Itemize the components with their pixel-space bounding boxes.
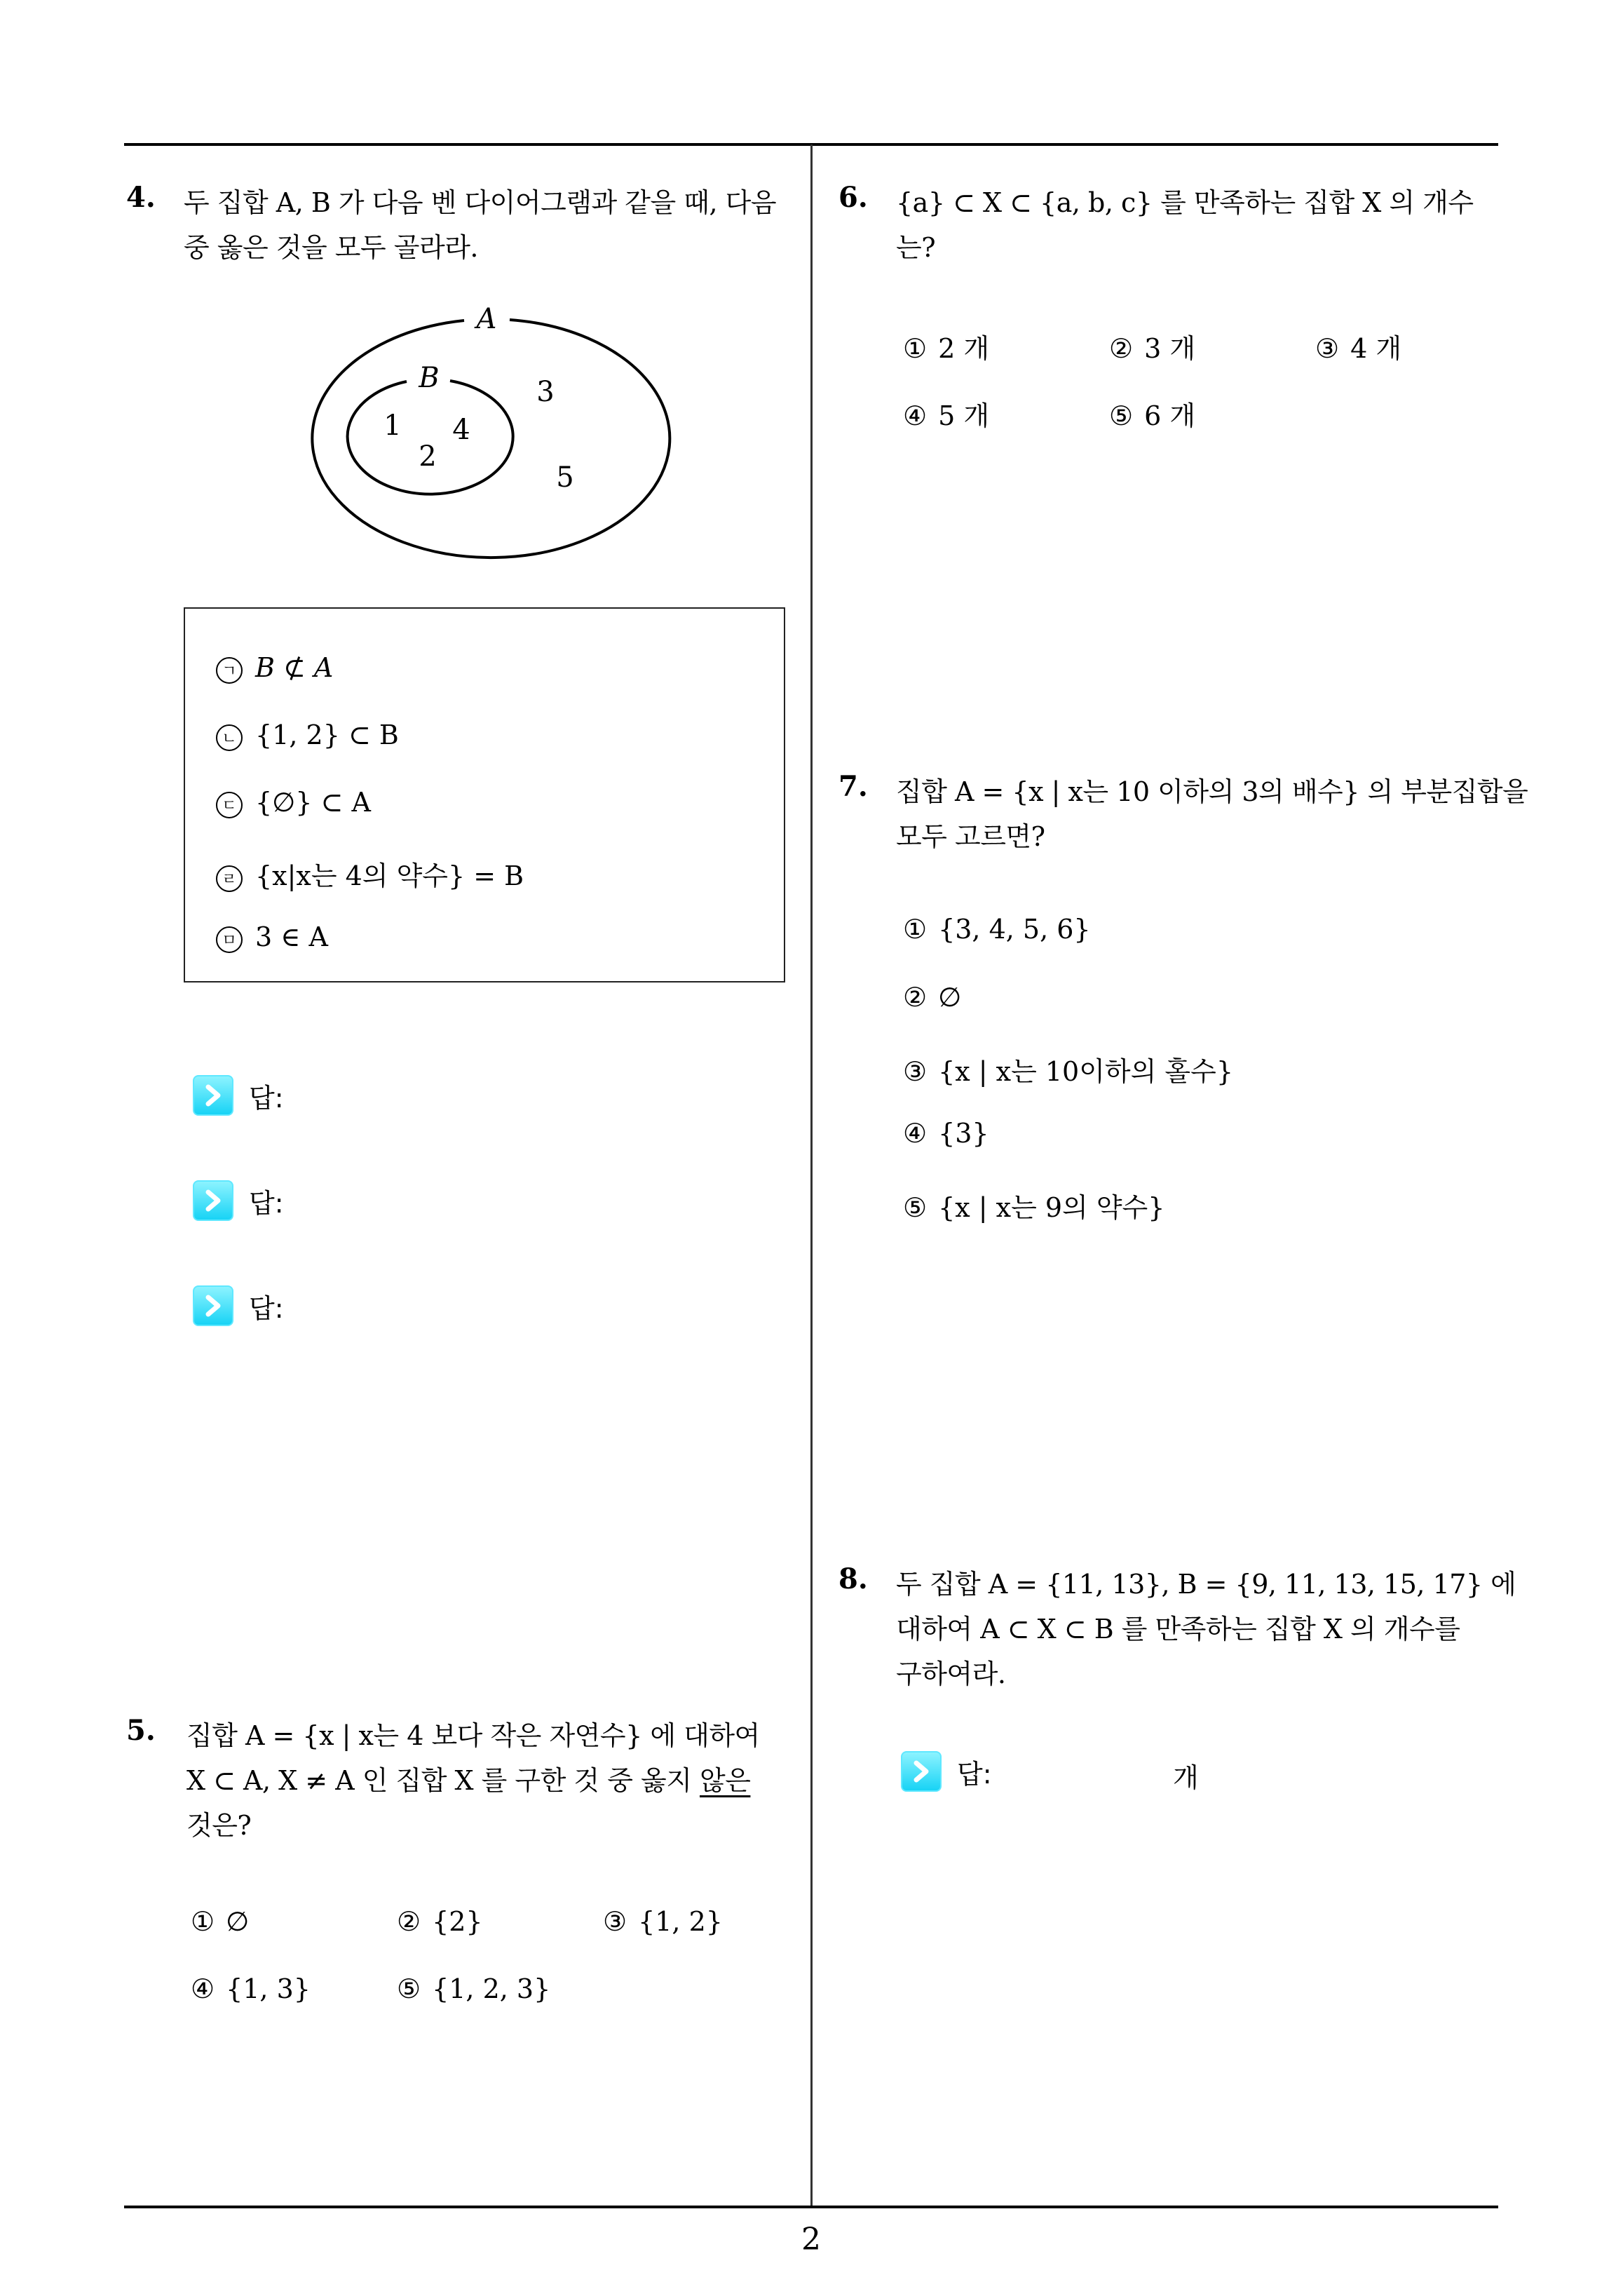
option-marker: ④ [903, 1118, 928, 1149]
statement-text: {1, 2} ⊂ B [255, 720, 399, 750]
option-marker: ③ [903, 1056, 928, 1087]
column-divider [810, 144, 813, 2208]
option-text: {2} [432, 1906, 483, 1937]
option-2[interactable] [397, 1906, 483, 1937]
option-5[interactable] [903, 1186, 1164, 1224]
statement-text: 3 ∈ A [255, 921, 328, 952]
option-marker: ① [191, 1906, 215, 1937]
option-marker: ② [1109, 333, 1134, 364]
question-number: 7. [838, 770, 868, 803]
option-1[interactable] [903, 914, 1091, 945]
question-text-line: 집합 A = {x | x는 10 이하의 3의 배수} 의 부분집합을 [896, 776, 1528, 807]
question-text-line: {a} ⊂ X ⊂ {a, b, c} 를 만족하는 집합 X 의 개수 [896, 187, 1474, 218]
option-marker: ④ [903, 400, 928, 431]
option-text: ∅ [938, 982, 962, 1013]
statement-text: {x|x는 4의 약수} = B [255, 860, 524, 891]
option-5[interactable] [397, 1973, 550, 2004]
statement-text: {∅} ⊂ A [255, 787, 371, 818]
option-marker: ③ [1315, 333, 1340, 364]
option-marker: ① [903, 914, 928, 945]
option-4[interactable] [191, 1973, 311, 2004]
option-4[interactable] [903, 1118, 989, 1149]
statement-item [216, 787, 371, 818]
bottom-rule [124, 2206, 1498, 2208]
answer-field[interactable] [193, 1180, 284, 1222]
chevron-right-icon [193, 1180, 233, 1221]
option-text: ∅ [226, 1906, 250, 1937]
answer-label: 답: [249, 1082, 284, 1114]
chevron-right-icon [193, 1285, 233, 1326]
option-text: {3, 4, 5, 6} [938, 914, 1091, 945]
option-text: {3} [938, 1118, 989, 1149]
option-5[interactable] [1109, 394, 1195, 433]
statement-text: B ⊄ A [255, 652, 334, 683]
venn-element: 4 [452, 414, 470, 446]
statement-item [216, 720, 399, 751]
answer-label: 답: [249, 1187, 284, 1219]
answer-label: 답: [957, 1758, 992, 1790]
option-marker: ④ [191, 1973, 215, 2004]
option-3[interactable] [603, 1906, 723, 1937]
question-number: 6. [838, 181, 868, 214]
answer-field[interactable] [901, 1750, 1223, 1792]
venn-element: 1 [383, 410, 402, 442]
statement-item [216, 854, 524, 893]
option-marker: ⑤ [903, 1192, 928, 1223]
option-text: {x | x는 9의 약수} [938, 1192, 1165, 1223]
question-text-line: 두 집합 A = {11, 13}, B = {9, 11, 13, 15, 17} 에 [896, 1569, 1516, 1600]
question-text-line: 모두 고르면? [896, 821, 1045, 852]
statement-item [216, 652, 333, 684]
option-text: {1, 3} [226, 1973, 311, 2004]
option-marker: ⑤ [1109, 400, 1134, 431]
question-text-line: 두 집합 A, B 가 다음 벤 다이어그램과 같을 때, 다음 [184, 187, 777, 218]
option-text: 3 개 [1144, 333, 1196, 364]
venn-diagram [301, 295, 694, 568]
page-number: 2 [801, 2222, 821, 2257]
option-3[interactable] [1315, 327, 1401, 365]
option-text: {1, 2, 3} [432, 1973, 551, 2004]
chevron-right-icon [901, 1751, 942, 1792]
statement-marker: ㄱ [216, 657, 243, 684]
question-text-line: 구하여라. [896, 1659, 1006, 1689]
question-text-line: 대하여 A ⊂ X ⊂ B 를 만족하는 집합 X 의 개수를 [896, 1614, 1460, 1645]
answer-field[interactable] [193, 1285, 284, 1327]
venn-element: 5 [556, 461, 574, 494]
option-1[interactable] [191, 1906, 249, 1937]
option-1[interactable] [903, 327, 989, 365]
question-text-line: 중 옳은 것을 모두 골라라. [184, 232, 478, 263]
question-text-line: 집합 A = {x | x는 4 보다 작은 자연수} 에 대하여 [186, 1720, 760, 1751]
option-4[interactable] [903, 394, 989, 433]
answer-label: 답: [249, 1292, 284, 1324]
chevron-right-icon [193, 1075, 233, 1116]
option-3[interactable] [903, 1050, 1233, 1088]
answer-unit: 개 [1173, 1762, 1199, 1793]
venn-set-a-outline [312, 320, 670, 558]
statement-marker: ㄹ [216, 865, 243, 892]
option-marker: ⑤ [397, 1973, 421, 2004]
statement-marker: ㅁ [216, 926, 243, 953]
option-text: 6 개 [1144, 400, 1196, 431]
option-text: {x | x는 10이하의 홀수} [938, 1056, 1234, 1087]
question-number: 4. [126, 181, 156, 214]
venn-label-a: A [476, 303, 497, 335]
venn-label-b: B [419, 362, 440, 394]
question-text-line: 는? [896, 232, 936, 263]
question-text-line [186, 1759, 750, 1797]
question-number: 8. [838, 1562, 868, 1595]
option-text: 5 개 [938, 400, 990, 431]
option-marker: ② [903, 982, 928, 1013]
question-text: X ⊂ A, X ≠ A 인 집합 X 를 구한 것 중 옳지 [186, 1765, 700, 1796]
option-marker: ② [397, 1906, 421, 1937]
venn-element: 3 [536, 376, 555, 408]
venn-element: 2 [419, 440, 437, 473]
answer-field[interactable] [193, 1074, 284, 1116]
option-2[interactable] [1109, 327, 1195, 365]
option-2[interactable] [903, 982, 961, 1013]
option-text: 4 개 [1350, 333, 1402, 364]
option-text: 2 개 [938, 333, 990, 364]
question-text-line: 것은? [186, 1810, 252, 1841]
option-marker: ③ [603, 1906, 627, 1937]
question-number: 5. [126, 1714, 156, 1747]
statement-marker: ㄴ [216, 724, 243, 751]
statement-item [216, 921, 328, 953]
statements-box [184, 607, 785, 982]
statement-marker: ㄷ [216, 792, 243, 818]
underlined-emphasis: 않은 [700, 1765, 751, 1796]
venn-set-b-outline [348, 381, 513, 494]
option-text: {1, 2} [638, 1906, 723, 1937]
option-marker: ① [903, 333, 928, 364]
